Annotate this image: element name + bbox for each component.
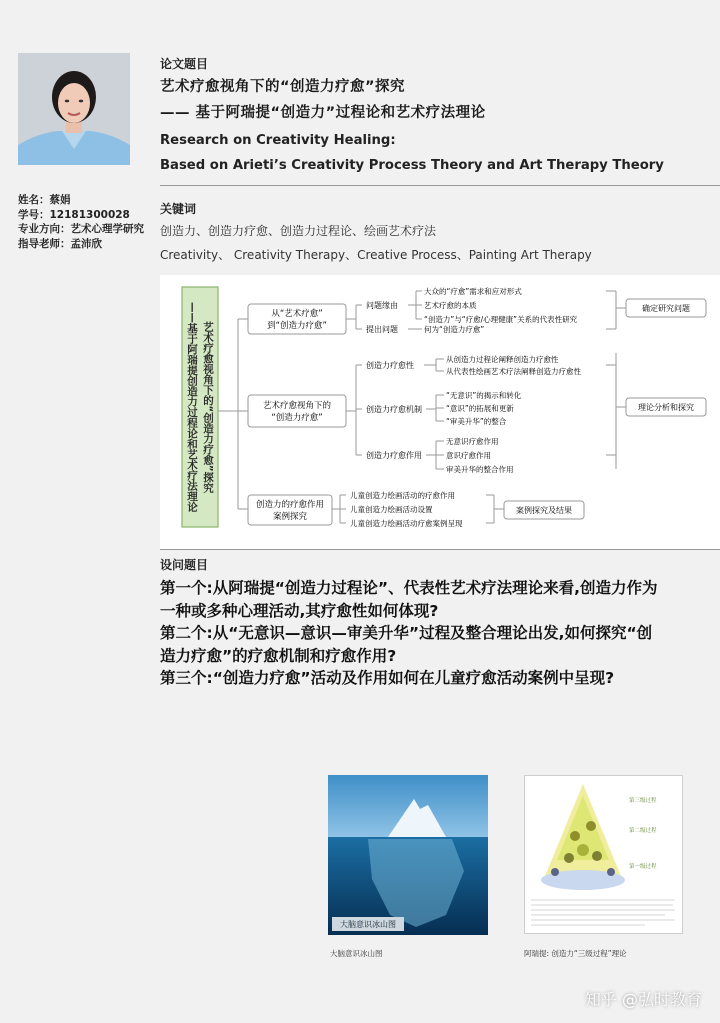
student-photo: [18, 53, 130, 165]
student-info: [18, 193, 144, 251]
root-label-col1: ——基于阿瑞提创造力过程论和艺术疗法理论: [186, 302, 198, 512]
node1-a-item-3: “创造力”与“疗愈/心理健康”关系的代表性研究: [424, 315, 578, 324]
creative-process-figure: [524, 775, 683, 934]
result1-label: 确定研究问题: [642, 304, 690, 313]
student-major: 专业方向：艺术心理学研究: [18, 223, 144, 235]
node1-a-item-2: 艺术疗愈的本质: [424, 301, 477, 310]
node2-b-item-2: “意识”的拓展和更新: [446, 404, 514, 413]
node3-line2: 案例探究: [272, 512, 308, 522]
node2-b-item-3: “审美升华”的整合: [446, 417, 507, 426]
keywords-en: Creativity、 Creativity Therapy、Creative Process、Painting Art Therapy: [160, 248, 592, 262]
node2-b-item-1: “无意识”的揭示和转化: [446, 391, 522, 400]
pyramid-label-1: 第一级过程: [629, 864, 657, 870]
node1-a: 问题缘由: [366, 301, 398, 310]
keywords-label: 关键词: [160, 202, 197, 216]
node2-c-item-2: 意识疗愈作用: [446, 451, 491, 460]
node1-line1: 从“艺术疗愈”: [271, 309, 323, 319]
creative-process-caption: 阿瑞提: 创造力“三级过程”理论: [524, 949, 627, 958]
question-1-line-1: 第一个:从阿瑞提“创造力过程论”、代表性艺术疗法理论来看,创造力作为: [160, 579, 658, 597]
node2-a: 创造力疗愈性: [366, 361, 414, 370]
thesis-title-en-2: Based on Arieti’s Creativity Process Theory and Art Therapy Theory: [160, 158, 664, 173]
zhihu-watermark: 知乎 @弘时教育: [584, 990, 702, 1009]
question-1-line-2: 一种或多种心理活动,其疗愈性如何体现?: [160, 601, 439, 620]
pyramid-label-3: 第三级过程: [629, 798, 657, 804]
node2-c-item-3: 审美升华的整合作用: [446, 465, 514, 474]
student-id: 学号：12181300028: [18, 208, 130, 221]
thesis-title-cn-2: —— 基于阿瑞提“创造力”过程论和艺术疗法理论: [160, 105, 486, 121]
divider: [160, 185, 720, 186]
node2-line2: “创造力疗愈”: [271, 413, 323, 423]
questions-list: [160, 577, 720, 690]
iceberg-figure: [328, 775, 488, 935]
node1-line2: 到“创造力疗愈”: [267, 321, 327, 331]
node2-c: 创造力疗愈作用: [366, 451, 422, 460]
keywords-cn: 创造力、创造力疗愈、创造力过程论、绘画艺术疗法: [160, 224, 437, 238]
questions-label: 设问题目: [160, 558, 209, 572]
node3-item-1: 儿童创造力绘画活动的疗愈作用: [350, 491, 455, 500]
framework-svg: [160, 275, 720, 549]
iceberg-image: [328, 775, 488, 935]
result3-label: 案例探究及结果: [516, 506, 572, 515]
node2-c-item-1: 无意识疗愈作用: [446, 437, 499, 446]
pyramid-label-2: 第二级过程: [629, 828, 657, 834]
question-2-line-1: 第二个:从“无意识—意识—审美升华”过程及整合理论出发,如何探究“创: [160, 624, 653, 642]
node1-b-item-1: 何为“创造力疗愈”: [424, 325, 485, 334]
result2-label: 理论分析和探究: [638, 403, 694, 412]
node1-a-item-1: 大众的“疗愈”需求和应对形式: [424, 287, 522, 296]
node3-item-3: 儿童创造力绘画活动疗愈案例呈现: [350, 519, 463, 528]
question-2-line-2: 造力疗愈”的疗愈机制和疗愈作用?: [160, 646, 397, 665]
thesis-title-en-1: Research on Creativity Healing:: [160, 133, 396, 148]
student-advisor: 指导老师：孟沛欣: [18, 237, 102, 250]
thesis-section-label: 论文题目: [160, 57, 209, 71]
node2-a-item-2: 从代表性绘画艺术疗法阐释创造力疗愈性: [446, 367, 581, 376]
root-label-col2: 艺术疗愈视角下的“创造力疗愈”探究: [202, 321, 214, 493]
student-name: 姓名：蔡娟: [18, 194, 71, 206]
node2-b: 创造力疗愈机制: [366, 405, 422, 414]
thesis-title-cn-1: 艺术疗愈视角下的“创造力疗愈”探究: [160, 79, 406, 95]
node1-b: 提出问题: [366, 325, 398, 334]
node2-a-item-1: 从创造力过程论阐释创造力疗愈性: [446, 355, 559, 364]
iceberg-caption: 大脑意识冰山图: [330, 949, 383, 958]
portrait-image: [18, 53, 130, 165]
thesis-section: [160, 55, 720, 72]
node3-item-2: 儿童创造力绘画活动设置: [350, 505, 433, 514]
node3-line1: 创造力的疗愈作用: [255, 500, 325, 510]
creative-process-image: [525, 776, 682, 933]
node2-line1: 艺术疗愈视角下的: [262, 401, 332, 411]
iceberg-label: 大脑意识冰山图: [340, 920, 396, 929]
question-3-line-1: 第三个:“创造力疗愈”活动及作用如何在儿童疗愈活动案例中呈现?: [160, 669, 615, 687]
research-framework-diagram: [160, 275, 720, 549]
divider: [160, 549, 720, 550]
